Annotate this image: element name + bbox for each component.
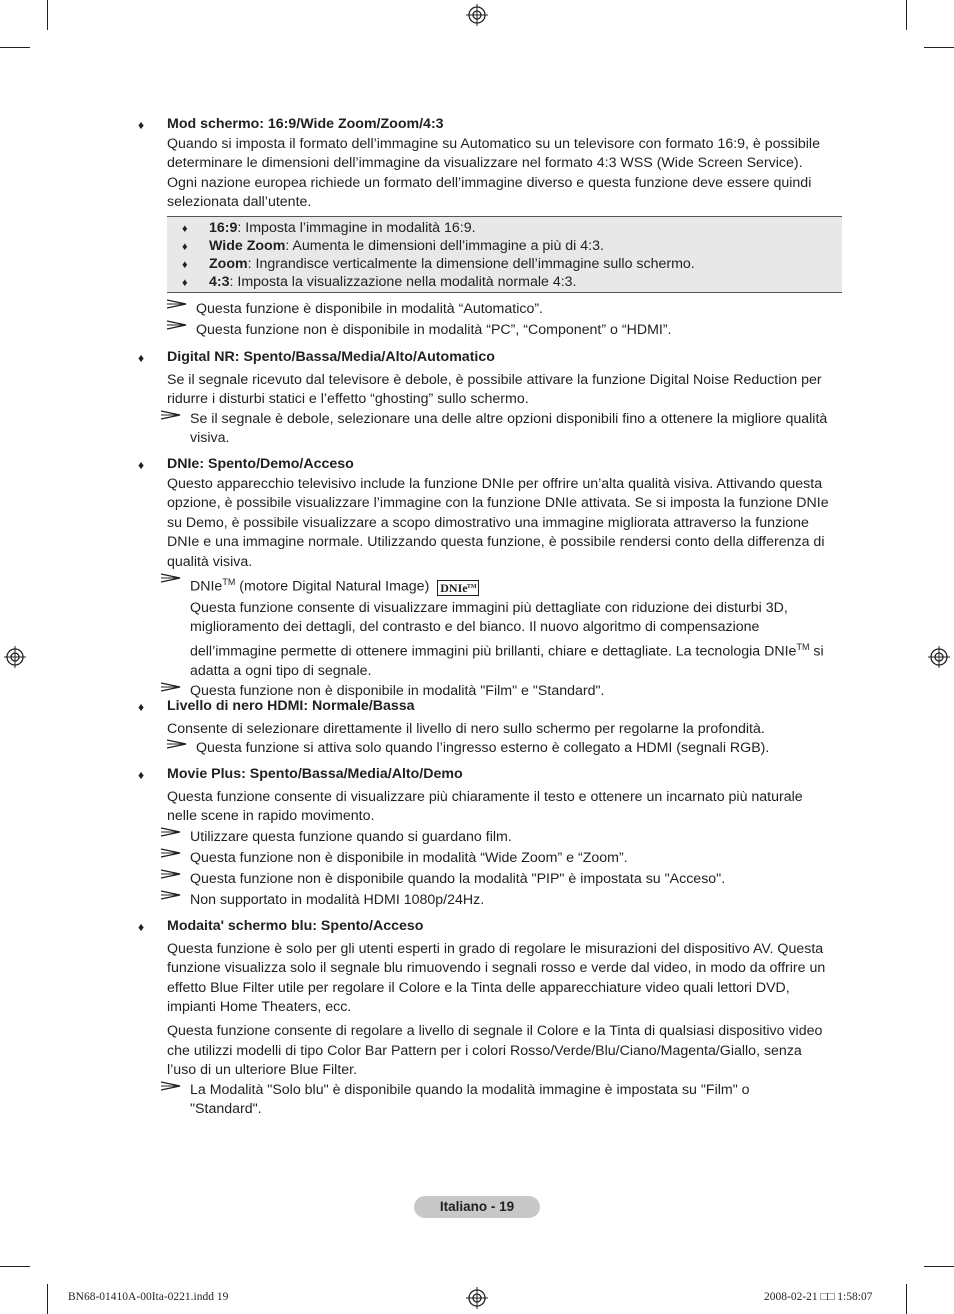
bullet: ♦: [182, 240, 188, 253]
bullet: ♦: [182, 222, 188, 235]
file-slug: BN68-01410A-00Ita-0221.indd 19: [68, 1291, 229, 1303]
note-arrow-icon: [160, 1079, 182, 1093]
note-arrow-icon: [160, 867, 182, 881]
crop-mark: [924, 1266, 954, 1267]
bullet: ♦: [138, 351, 145, 365]
paragraph: Quando si imposta il formato dell’immagine su Automatico su un televisore con formato 16:9, è possibile determinare le dimensioni dell’immagine da visualizzare nel formato 4:3 WSS (Wide Screen Service). Ogni nazione europea richiede un formato dell’immagine diverso e questa funzione deve essere quindi selezionata dall’utente.: [167, 135, 820, 211]
dnie-description: Questa funzione consente di visualizzare immagini più dettagliate con riduzione dei disturbi 3D, miglioramento dei dettagli, del contrasto e del bianco. Il nuovo algoritmo di compensazione dell’immagine permette di ottenere immagini più brillanti, chiare e dettagliate. La tecnologia DNIe™ si adatta a ogni tipo di segnale.: [190, 599, 824, 680]
section-heading: Digital NR: Spento/Bassa/Media/Alto/Automatico: [167, 349, 495, 365]
dnie-term-desc: (motore Digital Natural Image): [235, 578, 430, 595]
trademark: TM: [222, 576, 236, 587]
paragraph: Questa funzione consente di visualizzare più chiaramente il testo e ottenere un incarnato più naturale nelle scene in rapido movimento.: [167, 788, 803, 825]
crop-mark: [0, 47, 30, 48]
option-term: 4:3: [209, 273, 230, 290]
note: Questa funzione non è disponibile in modalità “Wide Zoom” e “Zoom”.: [190, 848, 838, 869]
options-box: [167, 216, 842, 293]
note: Questa funzione non è disponibile in modalità "Film" e "Standard".: [190, 682, 838, 702]
page-number-badge: Italiano - 19: [414, 1196, 540, 1218]
note-arrow-icon: [160, 680, 182, 694]
note-arrow-icon: [166, 297, 188, 311]
section-movie-plus: [138, 765, 838, 911]
bullet: ♦: [182, 276, 188, 289]
trademark: TM: [796, 642, 810, 653]
note-arrow-icon: [160, 408, 182, 422]
paragraph: Questa funzione è solo per gli utenti esperti in grado di regolare le misurazioni del dispositivo AV. Questa funzione visualizza solo il segnale blu rimuovendo i segnali rosso e verde dal video, in modo da offrire un effetto Blue Filter utile per regolare il Colore e la Tinta delle apparecchiature video quali lettori DVD, impianti Home Theaters, ecc.: [167, 940, 826, 1016]
paragraph: Questa funzione consente di regolare a livello di segnale il Colore e la Tinta di qualsiasi dispositivo video che utilizzi modelli di tipo Color Bar Pattern per i colori Rosso/Verde/Blu/Ciano/Magenta/Giallo, senza l’uso di un ulteriore Blue Filter.: [167, 1022, 823, 1079]
bullet: ♦: [138, 920, 145, 934]
bullet: ♦: [138, 768, 145, 782]
crop-mark: [0, 1266, 30, 1267]
section-mod-schermo: [138, 115, 838, 341]
option-desc: : Aumenta le dimensioni dell’immagine a più di 4:3.: [285, 237, 604, 254]
dnie-logo: DNIe TM: [437, 580, 478, 596]
crop-mark: [47, 1284, 48, 1314]
registration-mark-icon: [4, 646, 26, 668]
section-schermo-blu: [138, 917, 838, 1120]
option-desc: : Imposta l’immagine in modalità 16:9.: [237, 219, 476, 236]
note: La Modalità "Solo blu" è disponibile quando la modalità immagine è impostata su "Film" o "Standard".: [190, 1081, 790, 1120]
section-heading: Mod schermo: 16:9/Wide Zoom/Zoom/4:3: [167, 116, 444, 132]
note-arrow-icon: [166, 737, 188, 751]
crop-mark: [47, 0, 48, 30]
option-desc: : Ingrandisce verticalmente la dimensione dell’immagine sullo schermo.: [247, 255, 695, 272]
note: Questa funzione si attiva solo quando l’ingresso esterno è collegato a HDMI (segnali RGB).: [196, 739, 838, 759]
date-slug: 2008-02-21 □□ 1:58:07: [764, 1291, 873, 1303]
note: Se il segnale è debole, selezionare una delle altre opzioni disponibili fino a ottenere la migliore qualità visiva.: [190, 410, 830, 449]
note: Questa funzione è disponibile in modalità “Automatico”.: [196, 299, 838, 320]
crop-mark: [906, 1284, 907, 1314]
option-row: [167, 255, 842, 273]
section-livello-nero-hdmi: [138, 697, 838, 759]
note-arrow-icon: [160, 825, 182, 839]
bullet: ♦: [182, 258, 188, 271]
section-heading: Livello di nero HDMI: Normale/Bassa: [167, 698, 415, 714]
option-term: 16:9: [209, 219, 238, 236]
crop-mark: [906, 0, 907, 30]
note-arrow-icon: [166, 318, 188, 332]
dnie-term: DNIe: [190, 578, 223, 595]
section-heading: Movie Plus: Spento/Bassa/Media/Alto/Demo: [167, 766, 463, 782]
note: Non supportato in modalità HDMI 1080p/24Hz.: [190, 890, 838, 911]
note: Questa funzione non è disponibile in modalità “PC”, “Component” o “HDMI”.: [196, 320, 838, 341]
note: Utilizzare questa funzione quando si guardano film.: [190, 827, 838, 848]
section-dnie: [138, 455, 838, 702]
paragraph: Se il segnale ricevuto dal televisore è debole, è possibile attivare la funzione Digital Noise Reduction per ridurre i disturbi statici e l’effetto “ghosting” sullo schermo.: [167, 371, 822, 408]
note: Questa funzione non è disponibile quando la modalità "PIP" è impostata su "Acceso".: [190, 869, 838, 890]
bullet: ♦: [138, 700, 145, 714]
paragraph: Consente di selezionare direttamente il livello di nero sullo schermo per regolarne la profondità.: [167, 720, 765, 737]
option-row: [167, 273, 842, 291]
option-row: [167, 219, 842, 237]
registration-mark-icon: [466, 4, 488, 26]
bullet: ♦: [138, 118, 145, 132]
registration-mark-icon: [928, 646, 950, 668]
note-arrow-icon: [160, 571, 182, 585]
option-row: [167, 237, 842, 255]
section-heading: DNIe: Spento/Demo/Acceso: [167, 456, 354, 472]
option-desc: : Imposta la visualizzazione nella modalità normale 4:3.: [229, 273, 577, 290]
paragraph: Questo apparecchio televisivo include la funzione DNIe per offrire un’alta qualità visiva. Attivando questa opzione, è possibile visualizzare l’immagine con la funzione DNIe attivata. Se si imposta la funzione DNIe su Demo, è possibile visualizzare a scopo dimostrativo una immagine migliorata attraverso la funzione DNIe e una immagine normale. Utilizzando questa funzione, è possibile rendersi conto della differenza di qualità visiva.: [167, 475, 829, 570]
note-arrow-icon: [160, 846, 182, 860]
note-arrow-icon: [160, 888, 182, 902]
option-term: Wide Zoom: [209, 237, 286, 254]
option-term: Zoom: [209, 255, 248, 272]
registration-mark-icon: [466, 1287, 488, 1309]
bullet: ♦: [138, 458, 145, 472]
note-dnie: [190, 573, 840, 682]
section-heading: Modaita' schermo blu: Spento/Acceso: [167, 918, 424, 934]
section-digital-nr: [138, 348, 838, 449]
crop-mark: [924, 47, 954, 48]
